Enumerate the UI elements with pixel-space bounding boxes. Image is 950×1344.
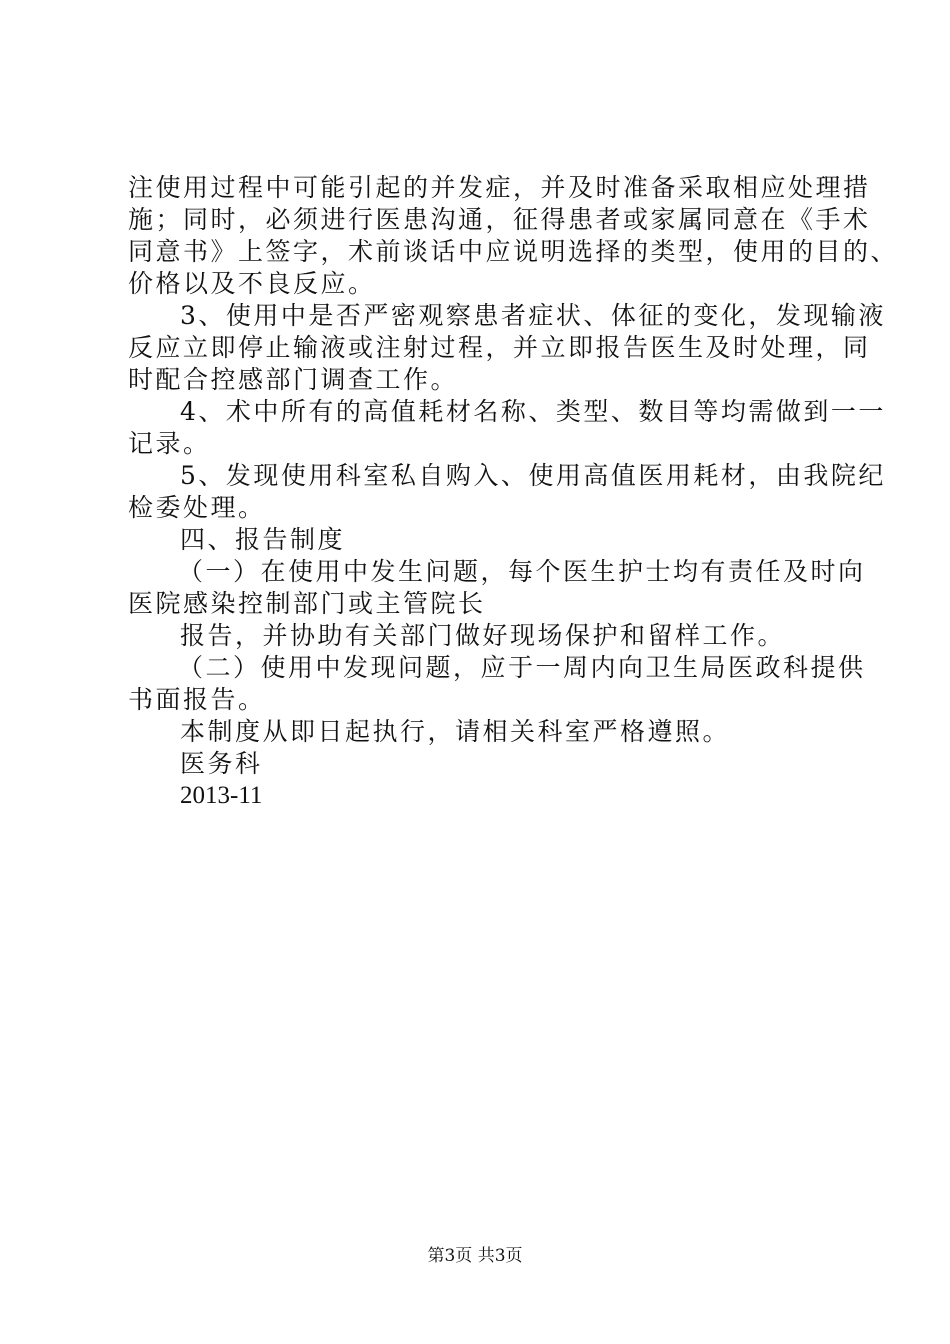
paragraph-line: 4、术中所有的高值耗材名称、类型、数目等均需做到一一 bbox=[180, 397, 886, 426]
paragraph-line: 检委处理。 bbox=[128, 493, 266, 522]
document-body bbox=[128, 172, 899, 812]
paragraph-line: 反应立即停止输液或注射过程，并立即报告医生及时处理，同 bbox=[128, 333, 871, 362]
signature-date: 2013-11 bbox=[180, 782, 263, 809]
paragraph-line: （一）在使用中发生问题，每个医生护士均有责任及时向 bbox=[178, 557, 866, 586]
paragraph-line: 报告，并协助有关部门做好现场保护和留样工作。 bbox=[180, 621, 786, 650]
paragraph-line: 时配合控感部门调查工作。 bbox=[128, 365, 459, 394]
paragraph-line: （二）使用中发现问题，应于一周内向卫生局医政科提供 bbox=[178, 653, 866, 682]
paragraph-line: 本制度从即日起执行，请相关科室严格遵照。 bbox=[180, 717, 731, 746]
paragraph-line: 3、使用中是否严密观察患者症状、体征的变化，发现输液 bbox=[180, 301, 886, 330]
paragraph-line: 注使用过程中可能引起的并发症，并及时准备采取相应处理措 bbox=[128, 173, 871, 202]
paragraph-line: 施；同时，必须进行医患沟通，征得患者或家属同意在《手术 bbox=[128, 205, 871, 234]
paragraph-line: 同意书》上签字，术前谈话中应说明选择的类型，使用的目的、 bbox=[128, 237, 899, 266]
paragraph-line: 医院感染控制部门或主管院长 bbox=[128, 589, 486, 618]
page-number-footer: 第3页 共3页 bbox=[427, 1246, 523, 1266]
paragraph-line: 书面报告。 bbox=[128, 685, 266, 714]
paragraph-line: 价格以及不良反应。 bbox=[128, 269, 376, 298]
section-heading: 四、报告制度 bbox=[180, 525, 346, 554]
signature-department: 医务科 bbox=[180, 749, 263, 778]
paragraph-line: 记录。 bbox=[128, 429, 211, 458]
paragraph-line: 5、发现使用科室私自购入、使用高值医用耗材，由我院纪 bbox=[180, 461, 886, 490]
